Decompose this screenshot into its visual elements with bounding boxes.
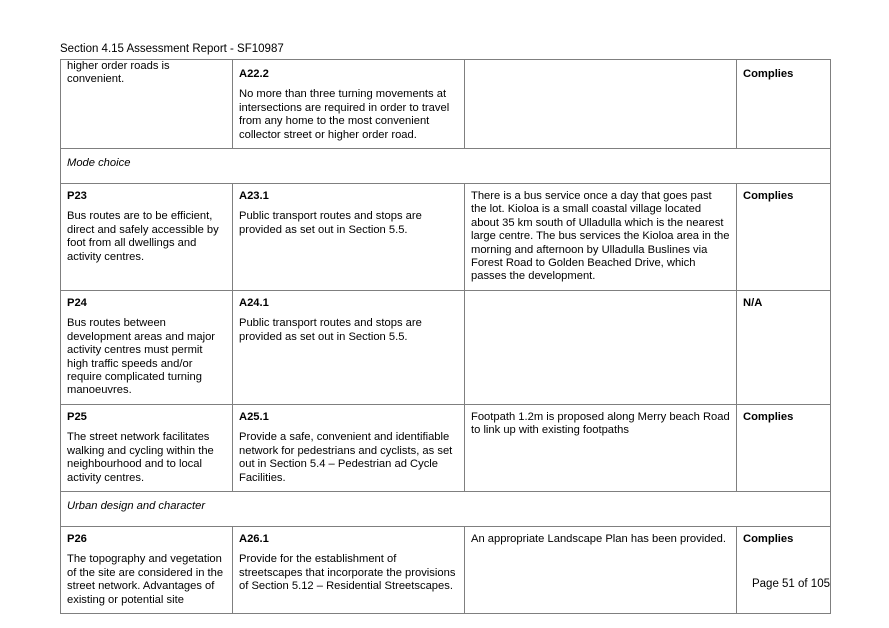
- assessment-table: [60, 59, 831, 614]
- acceptable-text: Provide for the establishment of streetscapes that incorporate the provisions of Section 5.12 – Residential Streetscapes.: [239, 553, 456, 593]
- performance-code: P26: [67, 533, 87, 545]
- performance-cell: [61, 527, 233, 614]
- acceptable-code: A26.1: [239, 533, 269, 545]
- status-cell: [737, 291, 831, 405]
- section-row: [61, 492, 831, 527]
- performance-cell: [61, 291, 233, 405]
- performance-code: P25: [67, 411, 87, 423]
- performance-cell: [61, 184, 233, 291]
- table-row: [61, 184, 831, 291]
- section-heading: Mode choice: [61, 149, 831, 184]
- acceptable-cell: [233, 291, 465, 405]
- compliance-status: Complies: [743, 411, 794, 423]
- page-number: Page 51 of 105: [751, 578, 830, 590]
- status-cell: [737, 405, 831, 492]
- comment-cell: An appropriate Landscape Plan has been provided.: [465, 527, 737, 614]
- acceptable-text: Provide a safe, convenient and identifiable network for pedestrians and cyclists, as set out in Section 5.4 – Pedestrian ad Cycle Facilities.: [239, 431, 453, 484]
- acceptable-cell: [233, 405, 465, 492]
- status-cell: [737, 60, 831, 149]
- acceptable-text: Public transport routes and stops are provided as set out in Section 5.5.: [239, 317, 422, 343]
- performance-text: Bus routes between development areas and major activity centres must permit high traffic speeds and/or require complicated turning manoeuvres.: [67, 317, 216, 397]
- table-row: [61, 405, 831, 492]
- status-cell: [737, 527, 831, 614]
- performance-text: higher order roads is convenient.: [67, 60, 170, 86]
- performance-text: The street network facilitates walking and cycling within the neighbourhood and to local activity centres.: [67, 431, 214, 484]
- acceptable-cell: [233, 184, 465, 291]
- comment-cell: There is a bus service once a day that goes past the lot. Kioloa is a small coastal village located about 35 km south of Ulladulla which is the nearest large centre. The bus services the Kioloa area in the morning and afternoon by Ulladulla Buslines via Forest Road to Golden Beached Drive, which passes the development.: [465, 184, 737, 291]
- compliance-status: Complies: [743, 68, 794, 80]
- acceptable-text: No more than three turning movements at intersections are required in order to travel from any home to the most convenient collector street or higher order road.: [239, 88, 450, 141]
- comment-cell: Footpath 1.2m is proposed along Merry beach Road to link up with existing footpaths: [465, 405, 737, 492]
- compliance-status: Complies: [743, 190, 794, 202]
- performance-code: P24: [67, 297, 87, 309]
- acceptable-code: A22.2: [239, 68, 269, 80]
- page-header: Section 4.15 Assessment Report - SF10987: [60, 43, 284, 55]
- performance-text: Bus routes are to be efficient, direct and safely accessible by foot from all dwellings and activity centres.: [67, 210, 219, 263]
- acceptable-code: A23.1: [239, 190, 269, 202]
- compliance-status: N/A: [743, 297, 763, 309]
- comment-cell: [465, 291, 737, 405]
- acceptable-cell: [233, 527, 465, 614]
- section-heading: Urban design and character: [61, 492, 831, 527]
- comment-cell: [465, 60, 737, 149]
- status-cell: [737, 184, 831, 291]
- performance-cell: [61, 405, 233, 492]
- acceptable-cell: [233, 60, 465, 149]
- acceptable-code: A24.1: [239, 297, 269, 309]
- performance-text: The topography and vegetation of the site are considered in the street network. Advantages of existing or potential site: [67, 553, 224, 606]
- table-row: [61, 60, 831, 149]
- compliance-status: Complies: [743, 533, 794, 545]
- table-row: [61, 291, 831, 405]
- performance-code: P23: [67, 190, 87, 202]
- performance-cell: [61, 60, 233, 149]
- table-row: [61, 527, 831, 614]
- section-row: [61, 149, 831, 184]
- acceptable-text: Public transport routes and stops are provided as set out in Section 5.5.: [239, 210, 422, 236]
- acceptable-code: A25.1: [239, 411, 269, 423]
